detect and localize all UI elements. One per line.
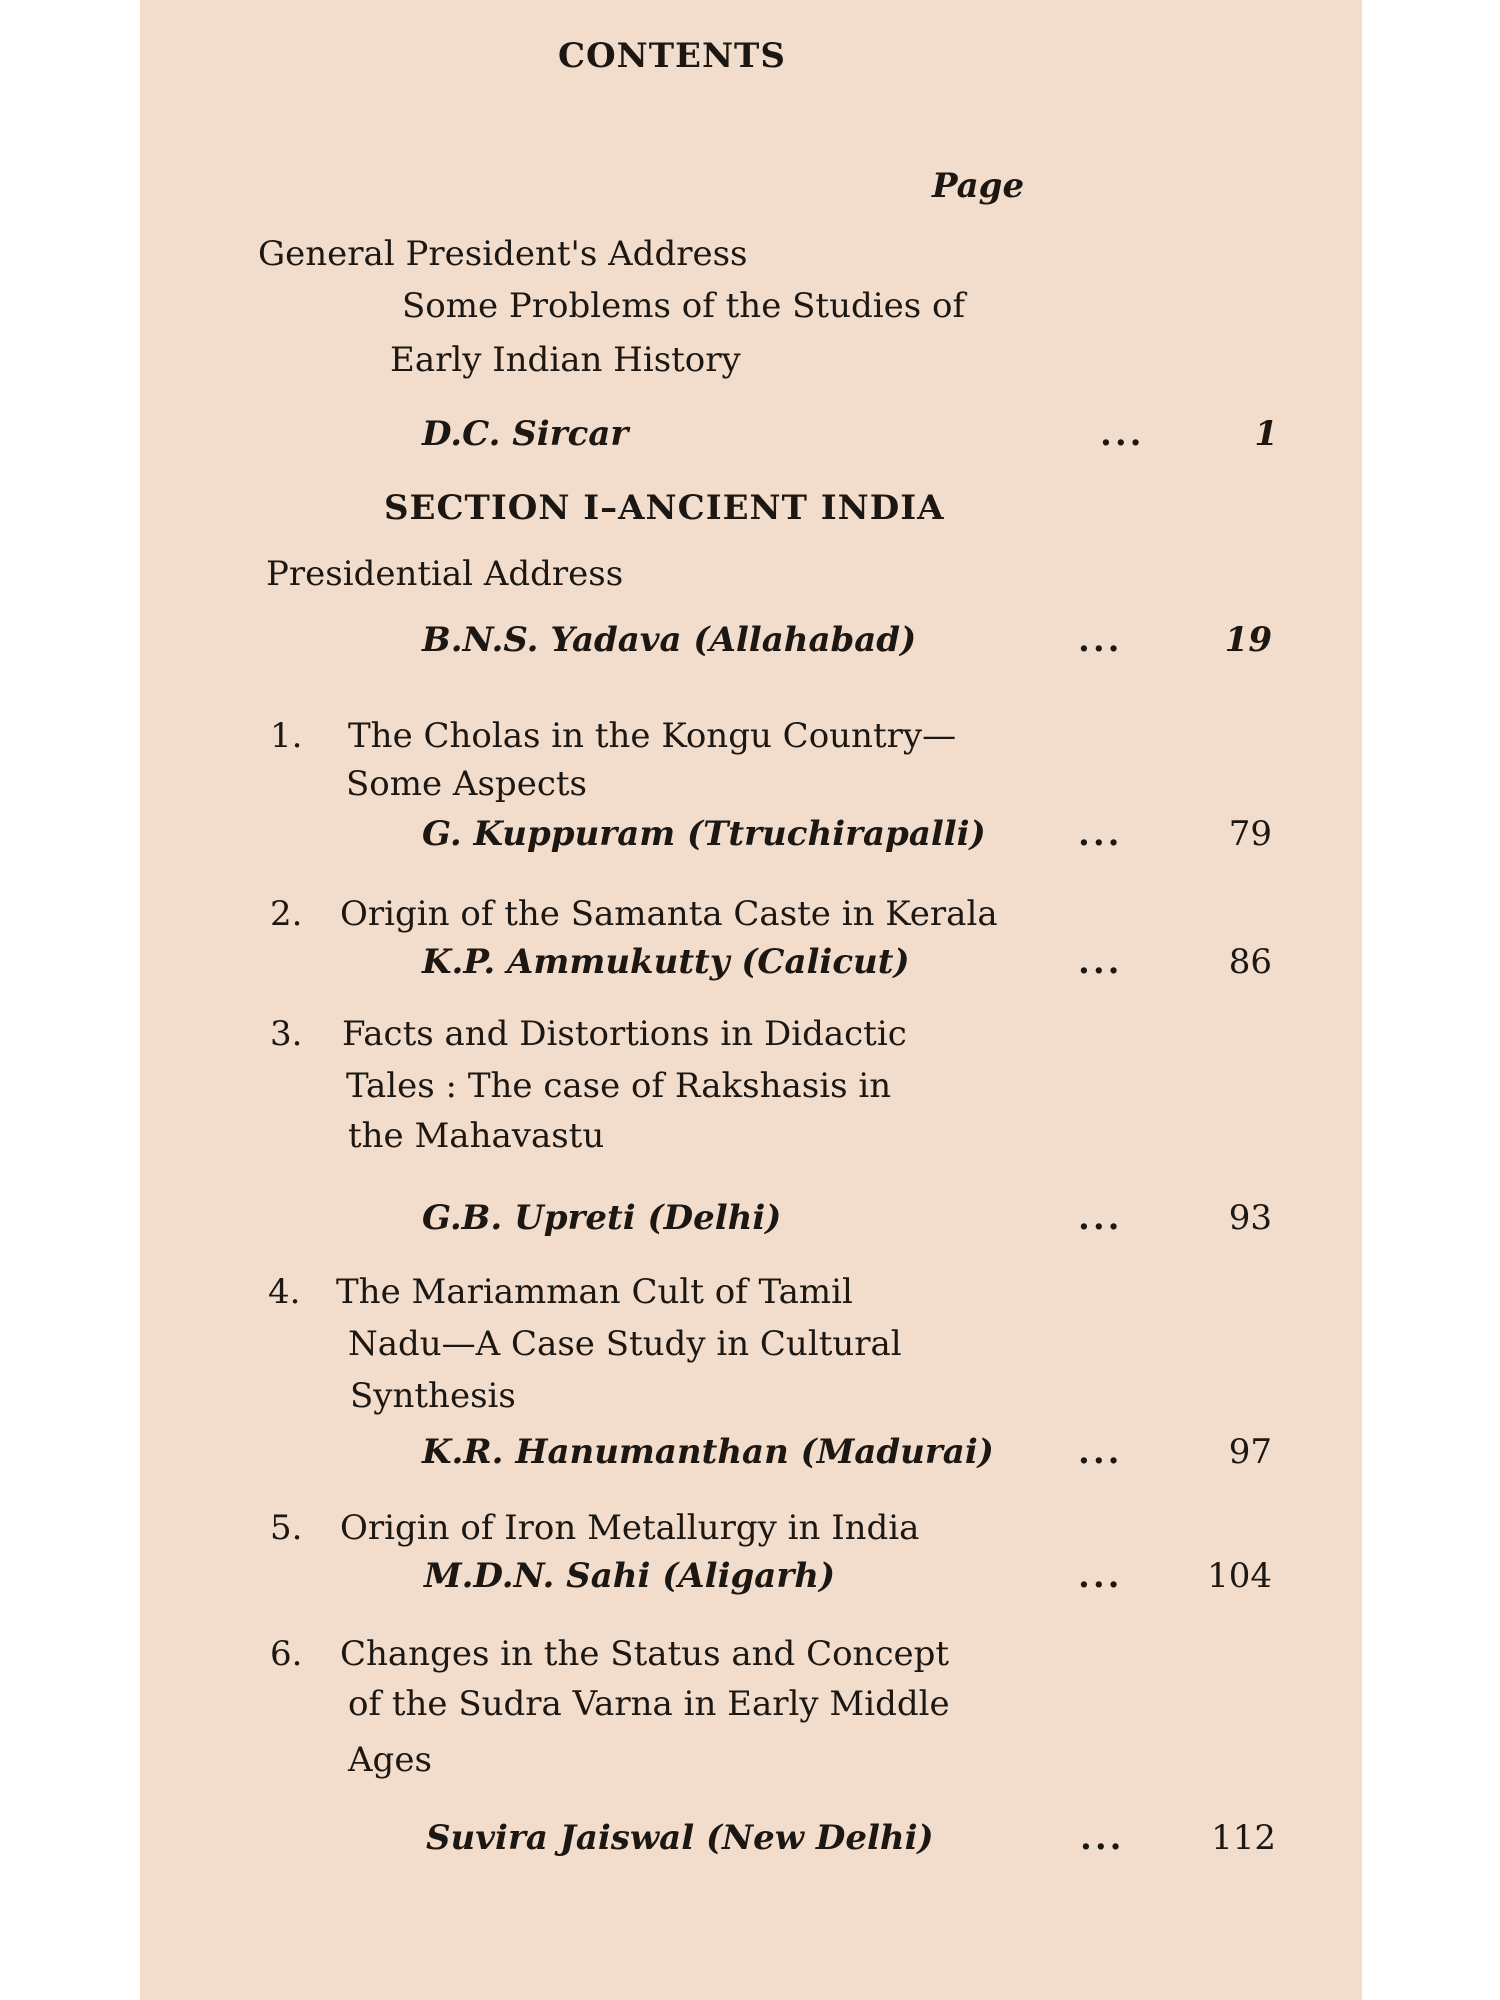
entry-author: Suvira Jaiswal (New Delhi) bbox=[426, 1818, 934, 1858]
entry-number: 5. bbox=[270, 1508, 303, 1548]
leader-dots: ... bbox=[1078, 814, 1123, 854]
entry-title-line: Some Aspects bbox=[346, 764, 587, 804]
page-title: CONTENTS bbox=[558, 36, 786, 76]
entry-author: G. Kuppuram (Ttruchirapalli) bbox=[422, 814, 986, 854]
entry-number: 4. bbox=[268, 1272, 301, 1312]
page-number: 19 bbox=[1224, 620, 1272, 660]
entry-author: G.B. Upreti (Delhi) bbox=[422, 1198, 782, 1238]
entry-title-line: The Cholas in the Kongu Country— bbox=[348, 716, 957, 756]
presidential-address-author: B.N.S. Yadava (Allahabad) bbox=[422, 620, 917, 660]
book-page bbox=[140, 0, 1362, 2000]
page-number: 93 bbox=[1228, 1198, 1272, 1238]
entry-title-line: Nadu—A Case Study in Cultural bbox=[348, 1324, 902, 1364]
leader-dots: ... bbox=[1100, 414, 1145, 454]
general-address-subtitle-line2: Early Indian History bbox=[390, 340, 741, 380]
page-number: 1 bbox=[1254, 414, 1278, 454]
entry-title-line: Ages bbox=[348, 1740, 432, 1780]
leader-dots: ... bbox=[1080, 1818, 1125, 1858]
page-number: 97 bbox=[1228, 1432, 1272, 1472]
page-number: 104 bbox=[1207, 1556, 1272, 1596]
entry-number: 6. bbox=[270, 1634, 303, 1674]
entry-title-line: Origin of the Samanta Caste in Kerala bbox=[340, 894, 998, 934]
entry-number: 2. bbox=[270, 894, 303, 934]
general-address-author: D.C. Sircar bbox=[422, 414, 629, 454]
entry-title-line: The Mariamman Cult of Tamil bbox=[336, 1272, 853, 1312]
general-address-heading: General President's Address bbox=[258, 234, 748, 274]
entry-author: K.P. Ammukutty (Calicut) bbox=[422, 942, 910, 982]
general-address-subtitle-line1: Some Problems of the Studies of bbox=[402, 286, 966, 326]
entry-title-line: of the Sudra Varna in Early Middle bbox=[348, 1684, 950, 1724]
page-number: 86 bbox=[1228, 942, 1272, 982]
entry-number: 3. bbox=[270, 1014, 303, 1054]
leader-dots: ... bbox=[1078, 942, 1123, 982]
entry-title-line: Facts and Distortions in Didactic bbox=[342, 1014, 907, 1054]
entry-author: M.D.N. Sahi (Aligarh) bbox=[424, 1556, 836, 1596]
entry-title-line: Origin of Iron Metallurgy in India bbox=[340, 1508, 920, 1548]
leader-dots: ... bbox=[1078, 1556, 1123, 1596]
leader-dots: ... bbox=[1078, 1432, 1123, 1472]
entry-title-line: Tales : The case of Rakshasis in bbox=[346, 1066, 892, 1106]
leader-dots: ... bbox=[1078, 1198, 1123, 1238]
entry-title-line: Synthesis bbox=[350, 1376, 516, 1416]
leader-dots: ... bbox=[1078, 620, 1123, 660]
presidential-address-heading: Presidential Address bbox=[266, 554, 624, 594]
entry-title-line: the Mahavastu bbox=[348, 1116, 605, 1156]
page-number: 79 bbox=[1228, 814, 1272, 854]
entry-title-line: Changes in the Status and Concept bbox=[340, 1634, 950, 1674]
entry-number: 1. bbox=[270, 716, 303, 756]
entry-author: K.R. Hanumanthan (Madurai) bbox=[422, 1432, 994, 1472]
section-heading: SECTION I–ANCIENT INDIA bbox=[384, 488, 945, 528]
page-column-header: Page bbox=[932, 166, 1025, 206]
page-number: 112 bbox=[1211, 1818, 1276, 1858]
